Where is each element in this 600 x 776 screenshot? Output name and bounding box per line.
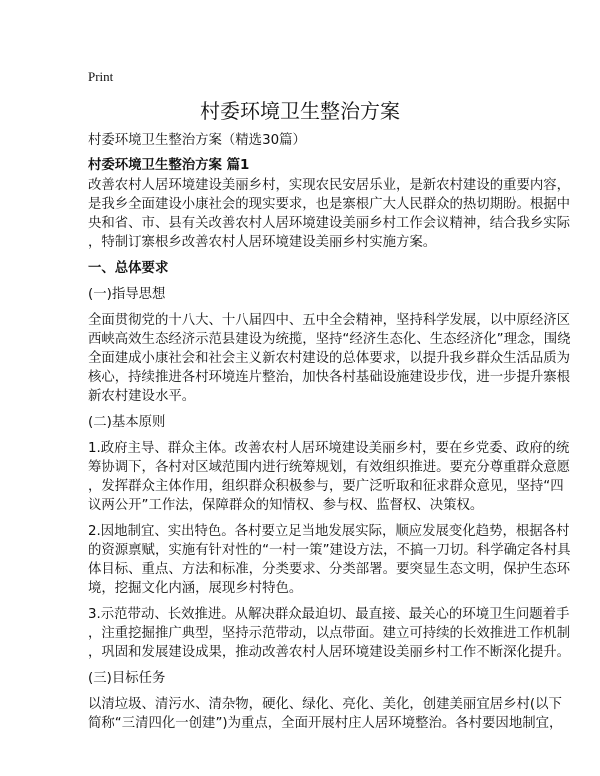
text-line: 以清垃圾、清污水、清杂物，硬化、绿化、亮化、美化，创建美丽宜居乡村(以下 [88, 697, 562, 712]
text-line: ，巩固和发展建设成果，推动改善农村人居环境建设美丽乡村工作不断深化提升。 [88, 645, 571, 660]
subheading-guiding-ideology: (一)指导思想 [88, 287, 166, 302]
text-line: 简称“三清四化一创建”)为重点，全面开展村庄人居环境整治。各村要因地制宜， [88, 716, 563, 731]
intro-paragraph [88, 176, 571, 252]
text-line: ，特制订寨根乡改善农村人居环境建设美丽乡村实施方案。 [88, 235, 437, 250]
text-line: ，注重挖掘推广典型，坚持示范带动，以点带面。建立可持续的长效推进工作机制 [88, 626, 571, 641]
text-line: 议两公开”工作法，保障群众的知情权、参与权、监督权、决策权。 [88, 498, 484, 513]
paragraph-principle-3 [88, 605, 571, 662]
paragraph-guiding-ideology [88, 311, 571, 406]
print-link[interactable]: Print [88, 69, 114, 84]
text-line: 央和省、市、县有关改善农村人居环境建设美丽乡村工作会议精神，结合我乡实际 [88, 216, 571, 231]
text-line: 新农村建设水平。 [88, 389, 196, 404]
paragraph-principle-1 [88, 439, 571, 515]
paragraph-target-tasks [88, 695, 563, 733]
subheading-basic-principles: (二)基本原则 [88, 415, 166, 430]
text-line: 筹协调下，各村对区域范围内进行统筹规划，有效组织推进。要充分尊重群众意愿 [88, 460, 571, 475]
text-line: 改善农村人居环境建设美丽乡村，实现农民安居乐业，是新农村建设的重要内容， [88, 178, 571, 193]
text-line: 全面贯彻党的十八大、十八届四中、五中全会精神，坚持科学发展，以中原经济区 [88, 313, 571, 328]
text-line: 1.政府主导、群众主体。改善农村人居环境建设美丽乡村，要在乡党委、政府的统 [88, 441, 570, 456]
text-line: 体目标、重点、方法和标准，分类要求、分类部署。要突显生态文明，保护生态环 [88, 562, 571, 577]
subheading-target-tasks: (三)目标任务 [88, 671, 166, 686]
text-line: 全面建成小康社会和社会主义新农村建设的总体要求，以提升我乡群众生活品质为 [88, 351, 571, 366]
document-body [88, 131, 571, 740]
subtitle: 村委环境卫生整治方案（精选30篇） [88, 133, 306, 148]
document-title: 村委环境卫生整治方案 [200, 99, 400, 123]
text-line: 是我乡全面建设小康社会的现实要求，也是寨根广大人民群众的热切期盼。根据中 [88, 197, 571, 212]
text-line: 3.示范带动、长效推进。从解决群众最迫切、最直接、最关心的环境卫生问题着手 [88, 607, 570, 622]
section-heading: 村委环境卫生整治方案 篇1 [88, 158, 250, 173]
text-line: 境，挖掘文化内涵，展现乡村特色。 [88, 581, 303, 596]
heading-general-requirements: 一、总体要求 [88, 261, 169, 276]
text-line: 核心，持续推进各村环境连片整治，加快各村基础设施建设步伐，进一步提升寨根 [88, 370, 571, 385]
text-line: 2.因地制宜、实出特色。各村要立足当地发展实际，顺应发展变化趋势，根据各村 [88, 524, 570, 539]
text-line: 的资源禀赋，实施有针对性的“一村一策”建设方法，不搞一刀切。科学确定各村具 [88, 543, 571, 558]
paragraph-principle-2 [88, 522, 571, 598]
text-line: 西峡高效生态经济示范县建设为统揽，坚持“经济生态化、生态经济化”理念，围绕 [88, 332, 571, 347]
text-line: ，发挥群众主体作用，组织群众积极参与，要广泛听取和征求群众意见，坚持“四 [88, 479, 564, 494]
